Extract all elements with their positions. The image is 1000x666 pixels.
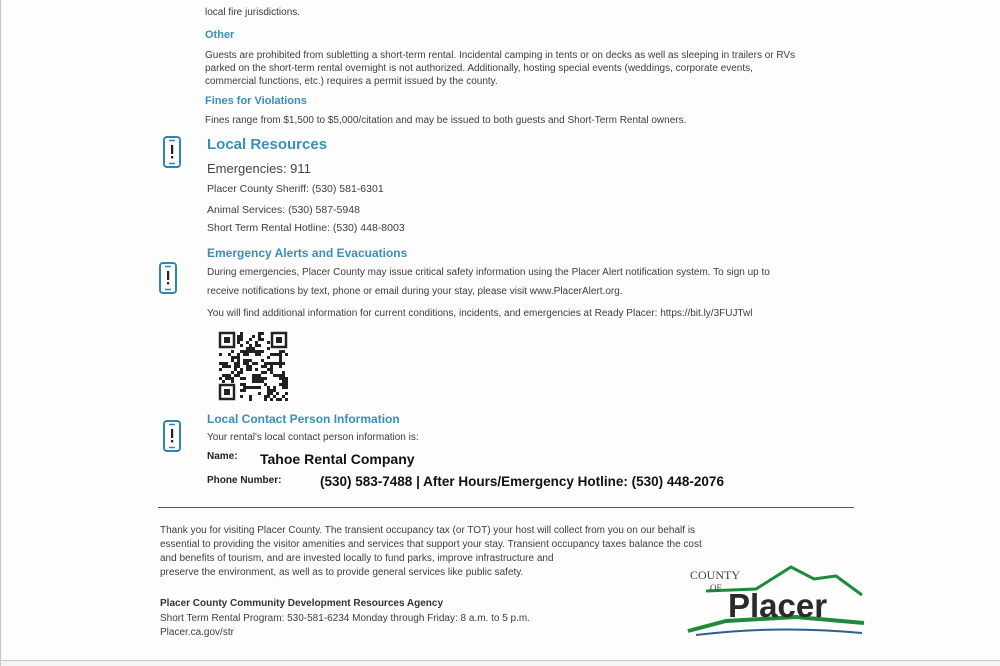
qr-module — [267, 392, 270, 395]
qr-module — [267, 395, 270, 398]
contact-name-label: Name: — [207, 451, 238, 462]
qr-module — [279, 362, 282, 365]
qr-module — [240, 338, 243, 341]
qr-module — [255, 362, 258, 365]
qr-module — [261, 365, 264, 368]
qr-module — [249, 359, 252, 362]
logo-placer: Placer — [728, 587, 828, 624]
qr-module — [276, 362, 279, 365]
qr-module — [285, 398, 288, 401]
qr-module — [249, 347, 252, 350]
qr-module — [282, 395, 285, 398]
qr-module — [249, 398, 252, 401]
qr-module — [285, 392, 288, 395]
qr-module — [240, 335, 243, 338]
qr-module — [252, 347, 255, 350]
qr-module — [237, 365, 240, 368]
qr-module — [246, 386, 249, 389]
phone-alert-icon — [163, 136, 181, 168]
resource-animal: Animal Services: (530) 587-5948 — [207, 204, 360, 216]
qr-module — [237, 374, 240, 377]
qr-module — [249, 365, 252, 368]
qr-module — [282, 386, 285, 389]
contact-intro: Your rental's local contact person information is: — [207, 432, 419, 443]
qr-module — [267, 341, 270, 344]
heading-alerts: Emergency Alerts and Evacuations — [207, 246, 408, 260]
qr-module — [243, 383, 246, 386]
qr-module — [243, 389, 246, 392]
qr-module — [282, 371, 285, 374]
qr-module — [249, 350, 252, 353]
qr-module — [237, 362, 240, 365]
qr-module — [255, 353, 258, 356]
qr-module — [258, 350, 261, 353]
agency-name: Placer County Community Development Resources Agency — [160, 598, 444, 609]
qr-module — [261, 338, 264, 341]
qr-module — [270, 362, 273, 365]
qr-module — [276, 398, 279, 401]
qr-module — [261, 350, 264, 353]
qr-module — [246, 341, 249, 344]
qr-module — [225, 362, 228, 365]
qr-module — [282, 350, 285, 353]
qr-module — [243, 350, 246, 353]
qr-module — [252, 335, 255, 338]
heading-other: Other — [205, 29, 235, 41]
qr-module — [219, 353, 222, 356]
qr-module — [240, 389, 243, 392]
page-edge — [0, 0, 1, 666]
qr-module — [228, 374, 231, 377]
qr-module — [279, 350, 282, 353]
qr-module — [219, 377, 222, 380]
qr-module — [231, 377, 234, 380]
qr-module — [237, 341, 240, 344]
contact-name-value: Tahoe Rental Company — [260, 451, 415, 467]
other-line-1: Guests are prohibited from subletting a short-term rental. Incidental camping in tents or on decks as well as sleeping in trailers or RVs — [205, 50, 796, 61]
qr-module — [234, 362, 237, 365]
qr-module — [231, 380, 234, 383]
qr-module — [258, 332, 261, 335]
qr-module — [255, 377, 258, 380]
qr-module — [231, 350, 234, 353]
qr-module — [237, 353, 240, 356]
qr-module — [237, 371, 240, 374]
qr-module — [252, 380, 255, 383]
alerts-extra: You will find additional information for current conditions, incidents, and emergencies at Ready Placer: https://bit.ly/3FUJTwl — [207, 308, 753, 319]
qr-module — [258, 392, 261, 395]
qr-module — [255, 380, 258, 383]
qr-module — [243, 362, 246, 365]
qr-module — [273, 389, 276, 392]
qr-module — [225, 365, 228, 368]
qr-module — [282, 374, 285, 377]
qr-module — [240, 377, 243, 380]
qr-module — [285, 353, 288, 356]
qr-module — [273, 395, 276, 398]
qr-module — [255, 368, 258, 371]
qr-module — [222, 362, 225, 365]
program-url: Placer.ca.gov/str — [160, 627, 234, 638]
qr-module — [270, 398, 273, 401]
qr-module — [258, 338, 261, 341]
qr-module — [258, 353, 261, 356]
qr-module — [249, 338, 252, 341]
qr-module — [243, 359, 246, 362]
qr-module — [222, 380, 225, 383]
qr-module — [279, 365, 282, 368]
qr-module — [225, 374, 228, 377]
qr-module — [261, 380, 264, 383]
qr-module — [273, 374, 276, 377]
qr-module — [285, 383, 288, 386]
qr-module — [246, 368, 249, 371]
qr-module — [279, 356, 282, 359]
heading-fines: Fines for Violations — [205, 95, 307, 107]
qr-module — [240, 371, 243, 374]
qr-module — [279, 374, 282, 377]
qr-module — [228, 353, 231, 356]
county-of-placer-logo — [686, 561, 866, 639]
qr-module — [258, 386, 261, 389]
qr-module — [222, 365, 225, 368]
qr-module — [264, 395, 267, 398]
qr-module — [273, 362, 276, 365]
qr-module — [246, 353, 249, 356]
qr-module — [219, 362, 222, 365]
qr-module — [246, 365, 249, 368]
thanks-line-3: and benefits of tourism, and are invested locally to fund parks, improve infrastructure and — [160, 553, 554, 564]
qr-module — [234, 356, 237, 359]
qr-module — [264, 365, 267, 368]
qr-module — [237, 335, 240, 338]
qr-module — [282, 362, 285, 365]
qr-module — [270, 365, 273, 368]
qr-module — [270, 368, 273, 371]
heading-local-resources: Local Resources — [207, 136, 328, 153]
qr-module — [261, 332, 264, 335]
qr-module — [222, 374, 225, 377]
qr-module — [279, 353, 282, 356]
contact-phone-value: (530) 583-7488 | After Hours/Emergency Hotline: (530) 448-2076 — [320, 474, 724, 489]
thanks-line-1: Thank you for visiting Placer County. The transient occupancy tax (or TOT) your host will collect from you on our behalf is — [160, 525, 696, 536]
qr-module — [258, 374, 261, 377]
qr-module — [270, 353, 273, 356]
qr-module — [246, 347, 249, 350]
qr-module — [264, 371, 267, 374]
qr-module — [261, 371, 264, 374]
qr-module — [249, 395, 252, 398]
qr-module — [252, 386, 255, 389]
qr-module — [252, 374, 255, 377]
qr-module — [267, 356, 270, 359]
qr-module — [264, 398, 267, 401]
qr-module — [225, 377, 228, 380]
qr-module — [219, 368, 222, 371]
qr-module — [267, 368, 270, 371]
qr-module — [279, 383, 282, 386]
qr-module — [267, 389, 270, 392]
qr-module — [264, 362, 267, 365]
qr-module — [240, 350, 243, 353]
qr-module — [282, 380, 285, 383]
qr-module — [231, 371, 234, 374]
qr-module — [273, 386, 276, 389]
qr-module — [258, 335, 261, 338]
logo-of: OF — [710, 583, 722, 593]
logo-county: COUNTY — [690, 568, 740, 582]
qr-module — [261, 377, 264, 380]
other-line-3: commercial functions, etc.) requires a permit issued by the county. — [205, 76, 498, 87]
heading-contact: Local Contact Person Information — [207, 412, 400, 426]
contact-phone-label: Phone Number: — [207, 475, 282, 486]
phone-alert-icon — [163, 420, 181, 452]
qr-module — [249, 344, 252, 347]
qr-module — [261, 359, 264, 362]
qr-module — [240, 395, 243, 398]
qr-module — [240, 344, 243, 347]
qr-module — [276, 392, 279, 395]
qr-module — [246, 359, 249, 362]
top-fragment: local fire jurisdictions. — [205, 7, 301, 18]
alerts-line-2: receive notifications by text, phone or email during your stay, please visit www.PlacerAlert.org. — [207, 286, 623, 297]
qr-module — [270, 371, 273, 374]
qr-module — [267, 386, 270, 389]
qr-module — [237, 338, 240, 341]
qr-module — [231, 359, 234, 362]
qr-module — [246, 362, 249, 365]
qr-module — [276, 374, 279, 377]
qr-module — [255, 341, 258, 344]
qr-module — [279, 398, 282, 401]
qr-module — [255, 344, 258, 347]
phone-alert-icon — [159, 262, 177, 294]
qr-module — [249, 386, 252, 389]
qr-module — [258, 344, 261, 347]
program-hours: Short Term Rental Program: 530-581-6234 Monday through Friday: 8 a.m. to 5 p.m. — [160, 613, 530, 624]
thanks-line-4: preserve the environment, as well as to provide general services like public safety. — [160, 567, 524, 578]
qr-module — [285, 386, 288, 389]
qr-module — [231, 356, 234, 359]
qr-module — [255, 374, 258, 377]
qr-module — [240, 368, 243, 371]
qr-module — [234, 368, 237, 371]
qr-module — [246, 350, 249, 353]
qr-module — [255, 386, 258, 389]
qr-module — [252, 350, 255, 353]
qr-module — [282, 383, 285, 386]
qr-module — [240, 383, 243, 386]
qr-module — [264, 377, 267, 380]
qr-module — [276, 353, 279, 356]
qr-code — [218, 331, 288, 401]
qr-module — [255, 350, 258, 353]
resource-hotline: Short Term Rental Hotline: (530) 448-8003 — [207, 222, 405, 234]
qr-module — [279, 377, 282, 380]
qr-module — [243, 386, 246, 389]
qr-module — [285, 380, 288, 383]
qr-module — [273, 353, 276, 356]
qr-module — [285, 377, 288, 380]
qr-module — [243, 377, 246, 380]
qr-module — [234, 365, 237, 368]
qr-module — [270, 389, 273, 392]
qr-module — [258, 377, 261, 380]
qr-module — [243, 353, 246, 356]
page-edge-bottom — [0, 660, 1000, 661]
emergency-number: Emergencies: 911 — [207, 161, 311, 176]
resource-sheriff: Placer County Sheriff: (530) 581-6301 — [207, 183, 384, 195]
qr-module — [240, 332, 243, 335]
thanks-line-2: essential to providing the visitor amenities and services that support your stay. Transient occupancy taxes balance the cost — [160, 539, 702, 550]
qr-module — [249, 368, 252, 371]
qr-module — [234, 374, 237, 377]
fines-text: Fines range from $1,500 to $5,000/citation and may be issued to both guests and Short-Term Rental owners. — [205, 115, 687, 126]
qr-module — [270, 392, 273, 395]
alerts-line-1: During emergencies, Placer County may issue critical safety information using the Placer Alert notification system. To sign up to — [207, 267, 770, 278]
qr-module — [267, 362, 270, 365]
qr-module — [267, 347, 270, 350]
qr-module — [279, 359, 282, 362]
qr-module — [228, 365, 231, 368]
qr-module — [228, 377, 231, 380]
other-line-2: parked on the short-term rental overnight is not authorized. Additionally, hosting special events (weddings, corporate events, — [205, 63, 753, 74]
qr-module — [237, 356, 240, 359]
qr-module — [264, 383, 267, 386]
qr-module — [252, 362, 255, 365]
qr-module — [258, 380, 261, 383]
qr-module — [237, 359, 240, 362]
qr-module — [252, 377, 255, 380]
divider — [158, 507, 854, 508]
qr-module — [282, 377, 285, 380]
